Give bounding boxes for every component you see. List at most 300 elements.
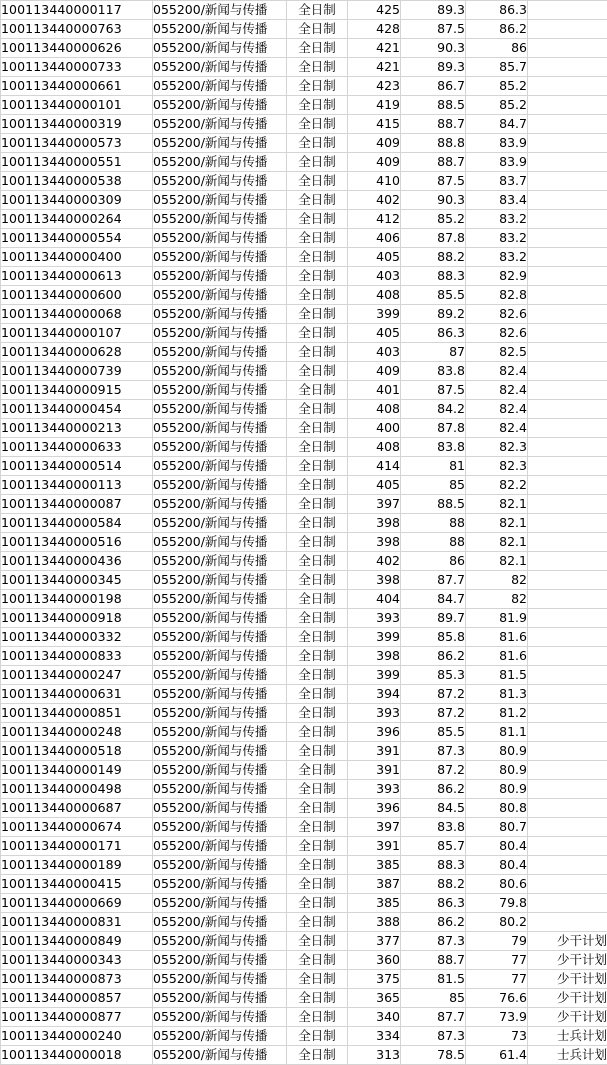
interview-score-cell: 86.3 (401, 324, 466, 343)
study-mode-cell: 全日制 (287, 248, 348, 267)
initial-score-cell: 408 (348, 286, 401, 305)
initial-score-cell: 397 (348, 818, 401, 837)
major-cell: 055200/新闻与传播 (153, 590, 287, 609)
major-cell: 055200/新闻与传播 (153, 457, 287, 476)
note-cell: 少干计划 (528, 951, 607, 970)
major-cell: 055200/新闻与传播 (153, 305, 287, 324)
total-score-cell: 82 (466, 590, 528, 609)
total-score-cell: 80.7 (466, 818, 528, 837)
table-row (1, 134, 607, 153)
total-score-cell: 82.1 (466, 533, 528, 552)
major-cell: 055200/新闻与传播 (153, 723, 287, 742)
study-mode-cell: 全日制 (287, 552, 348, 571)
candidate-id-cell: 100113440000149 (1, 761, 153, 780)
total-score-cell: 81.6 (466, 628, 528, 647)
study-mode-cell: 全日制 (287, 400, 348, 419)
study-mode-cell: 全日制 (287, 761, 348, 780)
study-mode-cell: 全日制 (287, 647, 348, 666)
candidate-id-cell: 100113440000733 (1, 58, 153, 77)
initial-score-cell: 387 (348, 875, 401, 894)
note-cell (528, 267, 607, 286)
note-cell (528, 134, 607, 153)
note-cell (528, 438, 607, 457)
candidate-id-cell: 100113440000554 (1, 229, 153, 248)
total-score-cell: 82.1 (466, 552, 528, 571)
initial-score-cell: 393 (348, 780, 401, 799)
interview-score-cell: 85.7 (401, 837, 466, 856)
total-score-cell: 82.4 (466, 419, 528, 438)
major-cell: 055200/新闻与传播 (153, 96, 287, 115)
initial-score-cell: 425 (348, 1, 401, 20)
initial-score-cell: 409 (348, 153, 401, 172)
initial-score-cell: 400 (348, 419, 401, 438)
table-row (1, 1027, 607, 1046)
major-cell: 055200/新闻与传播 (153, 609, 287, 628)
note-cell (528, 875, 607, 894)
table-row (1, 77, 607, 96)
initial-score-cell: 428 (348, 20, 401, 39)
table-row (1, 571, 607, 590)
interview-score-cell: 86.3 (401, 894, 466, 913)
study-mode-cell: 全日制 (287, 77, 348, 96)
initial-score-cell: 396 (348, 723, 401, 742)
initial-score-cell: 421 (348, 39, 401, 58)
table-row (1, 96, 607, 115)
initial-score-cell: 414 (348, 457, 401, 476)
major-cell: 055200/新闻与传播 (153, 742, 287, 761)
study-mode-cell: 全日制 (287, 381, 348, 400)
total-score-cell: 83.9 (466, 134, 528, 153)
initial-score-cell: 415 (348, 115, 401, 134)
initial-score-cell: 360 (348, 951, 401, 970)
initial-score-cell: 398 (348, 647, 401, 666)
candidate-id-cell: 100113440000068 (1, 305, 153, 324)
study-mode-cell: 全日制 (287, 856, 348, 875)
interview-score-cell: 83.8 (401, 362, 466, 381)
interview-score-cell: 81 (401, 457, 466, 476)
major-cell: 055200/新闻与传播 (153, 476, 287, 495)
major-cell: 055200/新闻与传播 (153, 704, 287, 723)
note-cell (528, 495, 607, 514)
study-mode-cell: 全日制 (287, 666, 348, 685)
candidate-id-cell: 100113440000018 (1, 1046, 153, 1065)
candidate-id-cell: 100113440000240 (1, 1027, 153, 1046)
total-score-cell: 80.6 (466, 875, 528, 894)
interview-score-cell: 87.2 (401, 685, 466, 704)
initial-score-cell: 423 (348, 77, 401, 96)
study-mode-cell: 全日制 (287, 419, 348, 438)
total-score-cell: 85.2 (466, 77, 528, 96)
candidate-id-cell: 100113440000107 (1, 324, 153, 343)
table-row (1, 970, 607, 989)
initial-score-cell: 313 (348, 1046, 401, 1065)
interview-score-cell: 90.3 (401, 39, 466, 58)
note-cell (528, 666, 607, 685)
initial-score-cell: 375 (348, 970, 401, 989)
candidate-id-cell: 100113440000739 (1, 362, 153, 381)
study-mode-cell: 全日制 (287, 932, 348, 951)
candidate-id-cell: 100113440000849 (1, 932, 153, 951)
total-score-cell: 83.2 (466, 229, 528, 248)
candidate-id-cell: 100113440000213 (1, 419, 153, 438)
study-mode-cell: 全日制 (287, 533, 348, 552)
candidate-id-cell: 100113440000309 (1, 191, 153, 210)
note-cell (528, 419, 607, 438)
table-row (1, 324, 607, 343)
major-cell: 055200/新闻与传播 (153, 495, 287, 514)
note-cell (528, 115, 607, 134)
table-row (1, 1008, 607, 1027)
interview-score-cell: 89.2 (401, 305, 466, 324)
initial-score-cell: 402 (348, 552, 401, 571)
note-cell (528, 856, 607, 875)
table-row (1, 609, 607, 628)
table-row (1, 818, 607, 837)
table-row (1, 989, 607, 1008)
table-row (1, 628, 607, 647)
study-mode-cell: 全日制 (287, 1027, 348, 1046)
major-cell: 055200/新闻与传播 (153, 514, 287, 533)
initial-score-cell: 397 (348, 495, 401, 514)
total-score-cell: 82.3 (466, 438, 528, 457)
study-mode-cell: 全日制 (287, 970, 348, 989)
initial-score-cell: 391 (348, 761, 401, 780)
study-mode-cell: 全日制 (287, 438, 348, 457)
note-cell (528, 552, 607, 571)
study-mode-cell: 全日制 (287, 1008, 348, 1027)
total-score-cell: 85.2 (466, 96, 528, 115)
note-cell (528, 58, 607, 77)
study-mode-cell: 全日制 (287, 191, 348, 210)
total-score-cell: 81.1 (466, 723, 528, 742)
interview-score-cell: 87.7 (401, 571, 466, 590)
table-row (1, 248, 607, 267)
total-score-cell: 79 (466, 932, 528, 951)
table-row (1, 210, 607, 229)
total-score-cell: 83.4 (466, 191, 528, 210)
table-row (1, 362, 607, 381)
initial-score-cell: 412 (348, 210, 401, 229)
table-row (1, 723, 607, 742)
note-cell (528, 172, 607, 191)
major-cell: 055200/新闻与传播 (153, 799, 287, 818)
interview-score-cell: 87.8 (401, 229, 466, 248)
interview-score-cell: 88.7 (401, 153, 466, 172)
major-cell: 055200/新闻与传播 (153, 685, 287, 704)
candidate-id-cell: 100113440000343 (1, 951, 153, 970)
initial-score-cell: 391 (348, 837, 401, 856)
study-mode-cell: 全日制 (287, 514, 348, 533)
candidate-id-cell: 100113440000687 (1, 799, 153, 818)
initial-score-cell: 410 (348, 172, 401, 191)
note-cell (528, 628, 607, 647)
note-cell: 少干计划 (528, 1008, 607, 1027)
major-cell: 055200/新闻与传播 (153, 533, 287, 552)
major-cell: 055200/新闻与传播 (153, 951, 287, 970)
note-cell (528, 457, 607, 476)
major-cell: 055200/新闻与传播 (153, 191, 287, 210)
interview-score-cell: 89.7 (401, 609, 466, 628)
study-mode-cell: 全日制 (287, 58, 348, 77)
initial-score-cell: 408 (348, 438, 401, 457)
initial-score-cell: 398 (348, 514, 401, 533)
total-score-cell: 86.2 (466, 20, 528, 39)
table-row (1, 153, 607, 172)
note-cell (528, 381, 607, 400)
candidate-id-cell: 100113440000454 (1, 400, 153, 419)
study-mode-cell: 全日制 (287, 913, 348, 932)
total-score-cell: 82.4 (466, 400, 528, 419)
candidate-id-cell: 100113440000198 (1, 590, 153, 609)
candidate-id-cell: 100113440000857 (1, 989, 153, 1008)
note-cell (528, 837, 607, 856)
total-score-cell: 77 (466, 951, 528, 970)
major-cell: 055200/新闻与传播 (153, 324, 287, 343)
table-row (1, 685, 607, 704)
interview-score-cell: 88.7 (401, 115, 466, 134)
note-cell (528, 229, 607, 248)
study-mode-cell: 全日制 (287, 20, 348, 39)
candidate-id-cell: 100113440000248 (1, 723, 153, 742)
initial-score-cell: 409 (348, 134, 401, 153)
note-cell (528, 400, 607, 419)
table-row (1, 229, 607, 248)
note-cell: 士兵计划 (528, 1046, 607, 1065)
interview-score-cell: 88 (401, 514, 466, 533)
total-score-cell: 85.7 (466, 58, 528, 77)
interview-score-cell: 85.8 (401, 628, 466, 647)
table-row (1, 286, 607, 305)
total-score-cell: 80.4 (466, 837, 528, 856)
interview-score-cell: 87.5 (401, 381, 466, 400)
note-cell (528, 476, 607, 495)
study-mode-cell: 全日制 (287, 324, 348, 343)
table-row (1, 476, 607, 495)
initial-score-cell: 406 (348, 229, 401, 248)
interview-score-cell: 84.2 (401, 400, 466, 419)
interview-score-cell: 88.8 (401, 134, 466, 153)
interview-score-cell: 88.3 (401, 856, 466, 875)
candidate-id-cell: 100113440000584 (1, 514, 153, 533)
initial-score-cell: 385 (348, 856, 401, 875)
total-score-cell: 80.9 (466, 780, 528, 799)
total-score-cell: 82.9 (466, 267, 528, 286)
note-cell (528, 20, 607, 39)
major-cell: 055200/新闻与传播 (153, 153, 287, 172)
initial-score-cell: 399 (348, 305, 401, 324)
major-cell: 055200/新闻与传播 (153, 780, 287, 799)
note-cell (528, 77, 607, 96)
total-score-cell: 82.6 (466, 305, 528, 324)
table-row (1, 514, 607, 533)
major-cell: 055200/新闻与传播 (153, 115, 287, 134)
table-row (1, 913, 607, 932)
interview-score-cell: 88.5 (401, 495, 466, 514)
note-cell (528, 39, 607, 58)
initial-score-cell: 394 (348, 685, 401, 704)
study-mode-cell: 全日制 (287, 96, 348, 115)
note-cell (528, 609, 607, 628)
candidate-id-cell: 100113440000516 (1, 533, 153, 552)
interview-score-cell: 85.2 (401, 210, 466, 229)
interview-score-cell: 87.5 (401, 172, 466, 191)
major-cell: 055200/新闻与传播 (153, 381, 287, 400)
study-mode-cell: 全日制 (287, 894, 348, 913)
note-cell (528, 362, 607, 381)
study-mode-cell: 全日制 (287, 780, 348, 799)
study-mode-cell: 全日制 (287, 837, 348, 856)
candidate-id-cell: 100113440000551 (1, 153, 153, 172)
study-mode-cell: 全日制 (287, 343, 348, 362)
total-score-cell: 82.5 (466, 343, 528, 362)
note-cell (528, 913, 607, 932)
table-body (1, 1, 607, 1065)
initial-score-cell: 421 (348, 58, 401, 77)
interview-score-cell: 78.5 (401, 1046, 466, 1065)
initial-score-cell: 405 (348, 248, 401, 267)
study-mode-cell: 全日制 (287, 590, 348, 609)
initial-score-cell: 398 (348, 571, 401, 590)
note-cell (528, 704, 607, 723)
major-cell: 055200/新闻与传播 (153, 39, 287, 58)
table-row (1, 400, 607, 419)
major-cell: 055200/新闻与传播 (153, 172, 287, 191)
total-score-cell: 77 (466, 970, 528, 989)
interview-score-cell: 88.5 (401, 96, 466, 115)
candidate-id-cell: 100113440000573 (1, 134, 153, 153)
candidate-id-cell: 100113440000628 (1, 343, 153, 362)
interview-score-cell: 89.3 (401, 58, 466, 77)
table-row (1, 1, 607, 20)
total-score-cell: 86.3 (466, 1, 528, 20)
table-row (1, 780, 607, 799)
table-row (1, 894, 607, 913)
note-cell (528, 571, 607, 590)
candidate-id-cell: 100113440000087 (1, 495, 153, 514)
table-row (1, 343, 607, 362)
study-mode-cell: 全日制 (287, 723, 348, 742)
study-mode-cell: 全日制 (287, 172, 348, 191)
study-mode-cell: 全日制 (287, 495, 348, 514)
major-cell: 055200/新闻与传播 (153, 343, 287, 362)
major-cell: 055200/新闻与传播 (153, 571, 287, 590)
total-score-cell: 83.9 (466, 153, 528, 172)
total-score-cell: 82.1 (466, 514, 528, 533)
candidate-id-cell: 100113440000831 (1, 913, 153, 932)
note-cell (528, 780, 607, 799)
table-row (1, 20, 607, 39)
study-mode-cell: 全日制 (287, 305, 348, 324)
candidate-id-cell: 100113440000915 (1, 381, 153, 400)
study-mode-cell: 全日制 (287, 1046, 348, 1065)
candidate-id-cell: 100113440000833 (1, 647, 153, 666)
candidate-id-cell: 100113440000600 (1, 286, 153, 305)
major-cell: 055200/新闻与传播 (153, 989, 287, 1008)
major-cell: 055200/新闻与传播 (153, 818, 287, 837)
study-mode-cell: 全日制 (287, 609, 348, 628)
initial-score-cell: 391 (348, 742, 401, 761)
note-cell: 少干计划 (528, 989, 607, 1008)
table-row (1, 704, 607, 723)
study-mode-cell: 全日制 (287, 685, 348, 704)
note-cell (528, 647, 607, 666)
table-row (1, 438, 607, 457)
study-mode-cell: 全日制 (287, 818, 348, 837)
major-cell: 055200/新闻与传播 (153, 647, 287, 666)
note-cell (528, 514, 607, 533)
total-score-cell: 82 (466, 571, 528, 590)
interview-score-cell: 87.3 (401, 742, 466, 761)
candidate-id-cell: 100113440000626 (1, 39, 153, 58)
interview-score-cell: 85 (401, 476, 466, 495)
interview-score-cell: 86.7 (401, 77, 466, 96)
table-row (1, 799, 607, 818)
study-mode-cell: 全日制 (287, 39, 348, 58)
major-cell: 055200/新闻与传播 (153, 267, 287, 286)
interview-score-cell: 86 (401, 552, 466, 571)
interview-score-cell: 87.8 (401, 419, 466, 438)
total-score-cell: 82.4 (466, 381, 528, 400)
major-cell: 055200/新闻与传播 (153, 400, 287, 419)
total-score-cell: 84.7 (466, 115, 528, 134)
total-score-cell: 82.2 (466, 476, 528, 495)
initial-score-cell: 402 (348, 191, 401, 210)
candidate-id-cell: 100113440000117 (1, 1, 153, 20)
candidate-id-cell: 100113440000873 (1, 970, 153, 989)
table-row (1, 1046, 607, 1065)
interview-score-cell: 85.5 (401, 723, 466, 742)
candidate-id-cell: 100113440000319 (1, 115, 153, 134)
initial-score-cell: 393 (348, 609, 401, 628)
interview-score-cell: 87.5 (401, 20, 466, 39)
total-score-cell: 81.2 (466, 704, 528, 723)
interview-score-cell: 84.7 (401, 590, 466, 609)
study-mode-cell: 全日制 (287, 457, 348, 476)
table-row (1, 58, 607, 77)
interview-score-cell: 87.3 (401, 932, 466, 951)
study-mode-cell: 全日制 (287, 267, 348, 286)
major-cell: 055200/新闻与传播 (153, 1008, 287, 1027)
interview-score-cell: 88.7 (401, 951, 466, 970)
note-cell (528, 818, 607, 837)
table-row (1, 419, 607, 438)
initial-score-cell: 388 (348, 913, 401, 932)
table-row (1, 742, 607, 761)
major-cell: 055200/新闻与传播 (153, 134, 287, 153)
note-cell (528, 153, 607, 172)
initial-score-cell: 408 (348, 400, 401, 419)
total-score-cell: 86 (466, 39, 528, 58)
study-mode-cell: 全日制 (287, 571, 348, 590)
candidate-id-cell: 100113440000498 (1, 780, 153, 799)
note-cell: 士兵计划 (528, 1027, 607, 1046)
total-score-cell: 76.6 (466, 989, 528, 1008)
initial-score-cell: 396 (348, 799, 401, 818)
interview-score-cell: 86.2 (401, 913, 466, 932)
total-score-cell: 73.9 (466, 1008, 528, 1027)
major-cell: 055200/新闻与传播 (153, 970, 287, 989)
candidate-id-cell: 100113440000877 (1, 1008, 153, 1027)
total-score-cell: 82.1 (466, 495, 528, 514)
total-score-cell: 80.8 (466, 799, 528, 818)
study-mode-cell: 全日制 (287, 989, 348, 1008)
total-score-cell: 83.2 (466, 210, 528, 229)
note-cell (528, 324, 607, 343)
table-row (1, 267, 607, 286)
table-row (1, 837, 607, 856)
table-row (1, 172, 607, 191)
interview-score-cell: 85.3 (401, 666, 466, 685)
